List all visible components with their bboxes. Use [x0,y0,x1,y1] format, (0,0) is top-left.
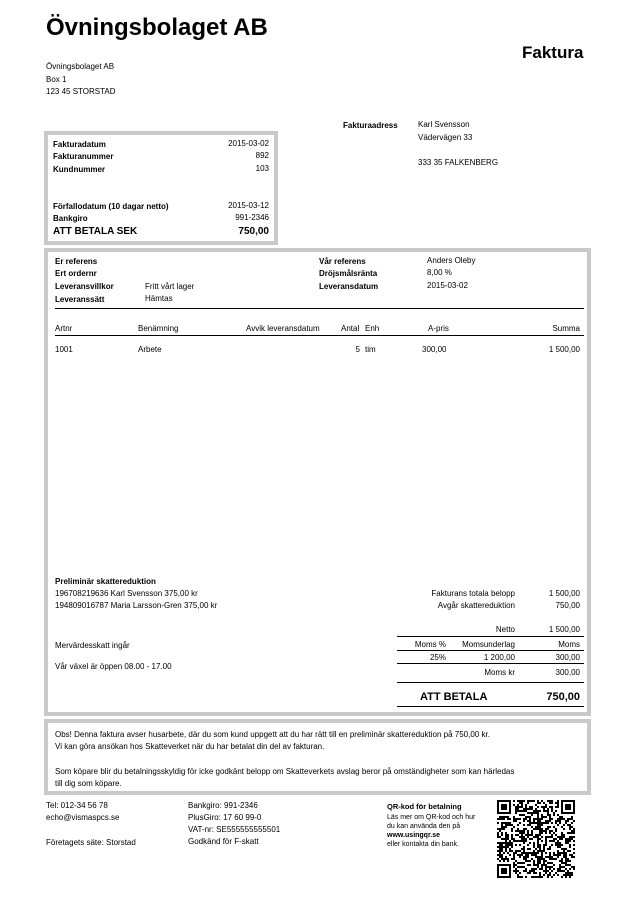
footer-email: echo@vismaspcs.se [46,813,120,822]
vat-base: 1 200,00 [483,653,515,662]
footer-phone: Tel: 012-34 56 78 [46,801,108,810]
footer-seat: Företagets säte: Storstad [46,838,136,847]
deduction-value: 750,00 [555,601,580,610]
company-address: Övningsbolaget AB Box 1 123 45 STORSTAD [46,62,116,96]
billing-label: Fakturaadress [343,121,398,130]
billing-city: 333 35 FALKENBERG [418,158,499,167]
invoice-number-label: Fakturanummer [53,152,114,161]
info-box [44,719,591,795]
footer-bankgiro: Bankgiro: 991-2346 [188,801,258,810]
due-date-label: Förfallodatum (10 dagar netto) [53,202,169,211]
qr-description: Läs mer om QR-kod och hur du kan använda den på www.usingqr.se eller kontakta din bank. [387,814,476,848]
net-value: 1 500,00 [548,625,580,634]
invoice-details-box [44,248,591,716]
switchboard-note: Vår växel är öppen 08.00 - 17.00 [55,662,172,671]
delivery-method-label: Leveranssätt [55,295,105,304]
document-title: Faktura [522,43,584,62]
payment-qr-code [497,800,575,878]
delivery-date: 2015-03-02 [427,281,468,290]
col-name: Benämning [138,324,179,333]
customer-number: 103 [255,164,269,173]
vat-included-note: Mervärdesskatt ingår [55,641,130,650]
info-text-2: Som köpare blir du betalningsskyldig för icke godkänt belopp om Skatteverkets avslag beror på omständigheter som kan härledas till dig som köpare. [55,767,515,788]
net-label: Netto [495,625,515,634]
tax-reduction-line-2: 194809016787 Maria Larsson-Gren 375,00 kr [55,601,218,610]
invoice-number: 892 [255,151,269,160]
vat-label: Moms [558,640,580,649]
deduction-label: Avgår skattereduktion [437,601,515,610]
tax-reduction-line-1: 196708219636 Karl Svensson 375,00 kr [55,589,198,598]
vat-pct-label: Moms % [414,640,446,649]
info-text-1: Obs! Denna faktura avser husarbete, där du som kund uppgett att du har rätt till en preliminär skattereduktion på 750,00 kr. Vi kan göra ansökan hos Skatteverket när du har betalat din del av fakturan. [55,730,490,751]
invoice-summary-box [44,131,278,245]
footer-f-tax: Godkänd för F-skatt [188,837,259,846]
refs-divider [55,308,584,309]
bankgiro-label: Bankgiro [53,214,88,223]
col-sum: Summa [552,324,580,333]
col-deviating-date: Avvik leveransdatum [246,324,320,333]
your-order-label: Ert ordernr [55,269,97,278]
vat-header-divider [397,650,584,651]
footer-plusgiro: PlusGiro: 17 60 99-0 [188,813,262,822]
tax-reduction-title: Preliminär skattereduktion [55,577,156,586]
interest-rate: 8,00 % [427,268,452,277]
billing-street: Vädervägen 33 [418,133,473,142]
delivery-date-label: Leveransdatum [319,282,379,291]
footer-vat-number: VAT-nr: SE555555555501 [188,825,281,834]
qr-title: QR-kod för betalning [387,802,462,811]
invoice-date-label: Fakturadatum [53,140,106,149]
customer-number-label: Kundnummer [53,165,105,174]
interest-label: Dröjsmålsränta [319,269,378,278]
delivery-terms: Fritt vårt lager [145,282,195,291]
vat-kr-label: Moms kr [484,668,515,677]
our-reference: Anders Oleby [427,256,476,265]
amount-due: 750,00 [238,226,269,237]
col-artnr: Artnr [55,324,73,333]
bankgiro-value: 991-2346 [235,213,269,222]
delivery-terms-label: Leveransvillkor [55,282,114,291]
your-reference-label: Er referens [55,257,98,266]
final-pay-label: ATT BETALA [420,691,488,703]
table-header-divider [55,335,584,336]
row-name: Arbete [138,345,162,354]
col-qty: Antal [341,324,360,333]
col-price: A-pris [428,324,449,333]
our-reference-label: Vår referens [319,257,366,266]
delivery-method: Hämtas [145,294,173,303]
row-price: 300,00 [422,345,447,354]
company-name: Övningsbolaget AB [46,14,268,41]
final-pay-value: 750,00 [546,691,580,703]
pay-divider [397,682,584,683]
total-value: 1 500,00 [548,589,580,598]
due-date: 2015-03-12 [228,201,269,210]
vat-amount: 300,00 [555,653,580,662]
final-divider [397,706,584,707]
net-divider [397,636,584,637]
row-sum: 1 500,00 [548,345,580,354]
row-qty: 5 [355,345,360,354]
col-unit: Enh [365,324,380,333]
total-label: Fakturans totala belopp [431,589,515,598]
vat-pct: 25% [429,653,446,662]
row-artnr: 1001 [55,345,73,354]
amount-due-label: ATT BETALA SEK [53,226,138,237]
vat-row-divider [397,663,584,664]
vat-base-label: Momsunderlag [462,640,515,649]
billing-name: Karl Svensson [418,120,470,129]
invoice-date: 2015-03-02 [228,139,269,148]
vat-kr-value: 300,00 [555,668,580,677]
row-unit: tim [365,345,376,354]
